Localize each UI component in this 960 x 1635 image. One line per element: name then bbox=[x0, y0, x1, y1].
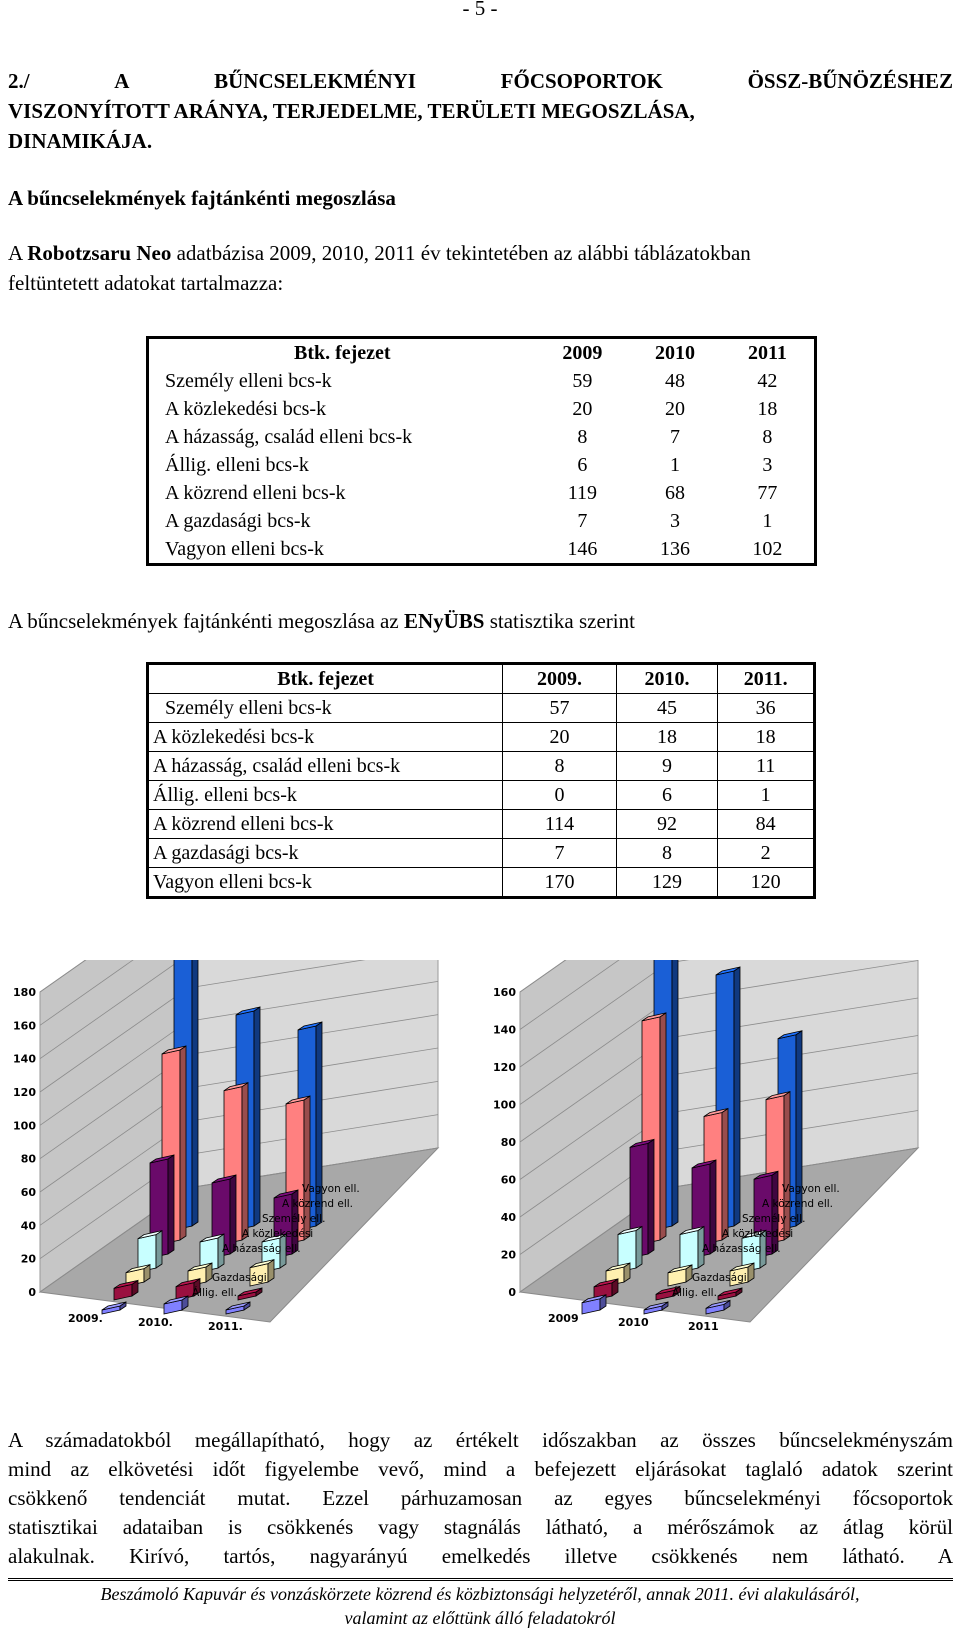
table-cell: 1 bbox=[718, 781, 815, 810]
intro-text: adatbázisa 2009, 2010, 2011 év tekintetében az alábbi táblázatokban bbox=[171, 241, 751, 265]
table-row bbox=[148, 395, 816, 423]
caption-text: statisztika szerint bbox=[484, 609, 635, 633]
table-cell: 2 bbox=[718, 839, 815, 868]
table-row bbox=[148, 781, 815, 810]
heading-word: A bbox=[114, 69, 130, 93]
chart-enyubs bbox=[0, 960, 480, 1400]
table-cell: 146 bbox=[567, 538, 598, 560]
paragraph-line: statisztikai adataiban is csökkenés vagy stagnálás látható, a mérőszámok az átlag körül bbox=[8, 1515, 953, 1539]
y-tick-label: 20 bbox=[500, 1248, 516, 1262]
section-heading bbox=[8, 66, 953, 156]
table-header-row bbox=[148, 338, 816, 368]
y-tick-label: 40 bbox=[500, 1211, 516, 1224]
table-row bbox=[148, 535, 816, 565]
caption-text: A bűncselekmények fajtánkénti megoszlása az bbox=[8, 609, 404, 633]
series-label: A közlekedési bbox=[242, 1228, 314, 1240]
table-cell: A közrend elleni bcs-k bbox=[148, 810, 503, 839]
table-cell: A közlekedési bcs-k bbox=[148, 723, 503, 752]
x-tick-label: 2009 bbox=[548, 1312, 579, 1325]
series-label: A házasság ell. bbox=[702, 1243, 781, 1255]
table-cell: 59 bbox=[572, 370, 593, 392]
y-tick-label: 60 bbox=[20, 1186, 36, 1199]
table-header-cell: 2011. bbox=[718, 664, 815, 694]
table-cell: A közlekedési bcs-k bbox=[165, 398, 327, 420]
table-cell: 36 bbox=[718, 694, 815, 723]
y-tick-label: 60 bbox=[500, 1173, 516, 1187]
heading-word: BŰNCSELEKMÉNYI bbox=[214, 69, 416, 93]
table-enyubs bbox=[146, 662, 816, 899]
y-tick-label: 20 bbox=[20, 1252, 36, 1266]
y-tick-label: 40 bbox=[20, 1219, 36, 1233]
caption-bold: ENyÜBS bbox=[403, 609, 485, 633]
paragraph-line: mind az elkövetési időt figyelembe vevő, mind a befejezett eljárásokat taglaló adatok szerint bbox=[8, 1457, 953, 1481]
table-cell: A házasság, család elleni bcs-k bbox=[165, 426, 413, 448]
y-tick-label: 100 bbox=[13, 1119, 36, 1133]
heading-line-2: VISZONYÍTOTT ARÁNYA, TERJEDELME, TERÜLETI MEGOSZLÁSA, bbox=[8, 99, 695, 123]
table-cell: 9 bbox=[616, 752, 718, 781]
table-header-row bbox=[148, 664, 815, 694]
table-header-cell: 2009. bbox=[503, 664, 617, 694]
x-tick-label: 2010. bbox=[138, 1316, 173, 1329]
heading-word: ÖSSZ-BŰNÖZÉSHEZ bbox=[747, 69, 953, 93]
heading-line-3: DINAMIKÁJA. bbox=[8, 129, 153, 153]
table-cell: 11 bbox=[718, 752, 815, 781]
table-row bbox=[148, 752, 815, 781]
y-tick-label: 180 bbox=[13, 986, 36, 999]
paragraph-line: csökkenő tendenciát mutat. Ezzel párhuzamosan az egyes bűncselekményi főcsoportok bbox=[8, 1486, 953, 1510]
table-body bbox=[148, 338, 816, 565]
y-tick-label: 80 bbox=[20, 1152, 36, 1166]
x-tick-label: 2010 bbox=[618, 1316, 649, 1329]
table-cell: A gazdasági bcs-k bbox=[165, 510, 311, 532]
table-header-cell: Btk. fejezet bbox=[293, 342, 391, 364]
series-label: A közrend ell. bbox=[762, 1198, 833, 1210]
y-tick-label: 140 bbox=[493, 1023, 516, 1037]
table-cell: 20 bbox=[665, 398, 686, 420]
table-cell: Állig. elleni bcs-k bbox=[165, 454, 309, 476]
bar bbox=[102, 1302, 126, 1314]
table-cell: 20 bbox=[572, 398, 593, 420]
table-header-cell: 2011 bbox=[747, 342, 787, 364]
table-header-cell: 2009 bbox=[562, 342, 603, 364]
x-tick-label: 2011. bbox=[208, 1320, 243, 1333]
table-header-cell: 2010 bbox=[655, 342, 696, 364]
y-tick-label: 0 bbox=[508, 1286, 516, 1299]
paragraph-line: alakulnak. Kirívó, tartós, nagyarányú emelkedés illetve csökkenés nem látható. A bbox=[8, 1544, 953, 1568]
conclusion-paragraph bbox=[8, 1426, 953, 1571]
table-cell: 114 bbox=[503, 810, 617, 839]
table-row bbox=[148, 723, 815, 752]
table-cell: 3 bbox=[762, 454, 773, 476]
chart-rzs-neo bbox=[480, 960, 960, 1400]
table-cell: 7 bbox=[577, 510, 588, 532]
table-cell: 68 bbox=[665, 482, 686, 504]
series-label: A közlekedési bbox=[722, 1228, 794, 1240]
table-body bbox=[148, 664, 815, 898]
table-cell: Vagyon elleni bcs-k bbox=[165, 538, 324, 560]
intro-paragraph bbox=[8, 238, 953, 298]
table-cell: 77 bbox=[757, 482, 778, 504]
y-tick-label: 80 bbox=[500, 1136, 516, 1149]
series-label: Állig. ell. bbox=[192, 1287, 237, 1299]
intro-text: feltüntetett adatokat tartalmazza: bbox=[8, 271, 284, 295]
table-header-cell: Btk. fejezet bbox=[148, 664, 503, 694]
page-footer bbox=[0, 1582, 960, 1630]
table-cell: Vagyon elleni bcs-k bbox=[148, 868, 503, 898]
table-row bbox=[148, 810, 815, 839]
table-row bbox=[148, 507, 816, 535]
table-cell: 136 bbox=[660, 538, 691, 560]
table-row bbox=[148, 367, 816, 395]
y-tick-label: 0 bbox=[28, 1286, 36, 1299]
x-tick-label: 2011 bbox=[688, 1320, 719, 1333]
intro-text: A bbox=[8, 241, 28, 265]
table-cell: 120 bbox=[718, 868, 815, 898]
table-cell: 18 bbox=[718, 723, 815, 752]
caption-enyubs bbox=[8, 606, 953, 636]
table-cell: 45 bbox=[616, 694, 718, 723]
table-cell: 102 bbox=[752, 538, 783, 560]
series-label: Állig. ell. bbox=[672, 1287, 717, 1299]
series-label: A közrend ell. bbox=[282, 1198, 353, 1210]
table-cell: 6 bbox=[616, 781, 718, 810]
table-cell: 170 bbox=[503, 868, 617, 898]
table-cell: 18 bbox=[616, 723, 718, 752]
heading-line-1 bbox=[8, 66, 953, 96]
heading-word: FŐCSOPORTOK bbox=[500, 69, 663, 93]
table-cell: 3 bbox=[670, 510, 681, 532]
table-cell: 0 bbox=[503, 781, 617, 810]
subheading: A bűncselekmények fajtánkénti megoszlása bbox=[8, 186, 396, 210]
series-label: Gazdasági bbox=[692, 1272, 747, 1284]
series-label: A házasság ell. bbox=[222, 1243, 301, 1255]
table-cell: 6 bbox=[577, 454, 588, 476]
table-cell: A közrend elleni bcs-k bbox=[165, 482, 346, 504]
series-label: Személy ell. bbox=[742, 1213, 806, 1225]
table-cell: 7 bbox=[670, 426, 681, 448]
table-robotzsaru bbox=[146, 336, 817, 566]
footer-line: valamint az előttünk álló feladatokról bbox=[344, 1608, 616, 1628]
table-row bbox=[148, 839, 815, 868]
table-cell: A házasság, család elleni bcs-k bbox=[148, 752, 503, 781]
table-cell: 1 bbox=[670, 454, 681, 476]
table-cell: 92 bbox=[616, 810, 718, 839]
paragraph-line: A számadatokból megállapítható, hogy az értékelt időszakban az összes bűncselekményszám bbox=[8, 1428, 953, 1452]
page-number: - 5 - bbox=[462, 0, 498, 20]
table-row bbox=[148, 694, 815, 723]
y-tick-label: 120 bbox=[493, 1061, 516, 1074]
table-cell: 42 bbox=[757, 370, 778, 392]
table-cell: 1 bbox=[762, 510, 773, 532]
table-cell: 119 bbox=[567, 482, 598, 504]
y-tick-label: 140 bbox=[13, 1052, 36, 1066]
table-row bbox=[148, 423, 816, 451]
series-label: Gazdasági bbox=[212, 1272, 267, 1284]
table-cell: 8 bbox=[503, 752, 617, 781]
table-cell: 129 bbox=[616, 868, 718, 898]
footer-divider bbox=[8, 1578, 953, 1581]
table-cell: 84 bbox=[718, 810, 815, 839]
table-cell: 7 bbox=[503, 839, 617, 868]
footer-line: Beszámoló Kapuvár és vonzáskörzete közrend és közbiztonsági helyzetéről, annak 2011. évi alakulásáról, bbox=[100, 1584, 860, 1604]
table-cell: Személy elleni bcs-k bbox=[165, 370, 332, 392]
table-cell: Állig. elleni bcs-k bbox=[148, 781, 503, 810]
intro-bold: Robotzsaru Neo bbox=[27, 241, 172, 265]
series-label: Vagyon ell. bbox=[302, 1183, 360, 1195]
table-cell: 8 bbox=[577, 426, 588, 448]
x-tick-label: 2009. bbox=[68, 1312, 103, 1325]
table-cell: A gazdasági bcs-k bbox=[148, 839, 503, 868]
series-label: Személy ell. bbox=[262, 1213, 326, 1225]
heading-number: 2./ bbox=[8, 69, 30, 93]
y-tick-label: 120 bbox=[13, 1086, 36, 1099]
y-tick-label: 160 bbox=[493, 986, 516, 999]
table-row bbox=[148, 868, 815, 898]
table-cell: 48 bbox=[665, 370, 686, 392]
y-tick-label: 160 bbox=[13, 1019, 36, 1033]
series-label: Vagyon ell. bbox=[782, 1183, 840, 1195]
table-row bbox=[148, 451, 816, 479]
table-cell: Személy elleni bcs-k bbox=[148, 694, 503, 723]
table-cell: 8 bbox=[762, 426, 773, 448]
table-header-cell: 2010. bbox=[616, 664, 718, 694]
table-cell: 8 bbox=[616, 839, 718, 868]
table-cell: 20 bbox=[503, 723, 617, 752]
y-tick-label: 100 bbox=[493, 1098, 516, 1112]
table-cell: 57 bbox=[503, 694, 617, 723]
table-cell: 18 bbox=[757, 398, 778, 420]
table-row bbox=[148, 479, 816, 507]
